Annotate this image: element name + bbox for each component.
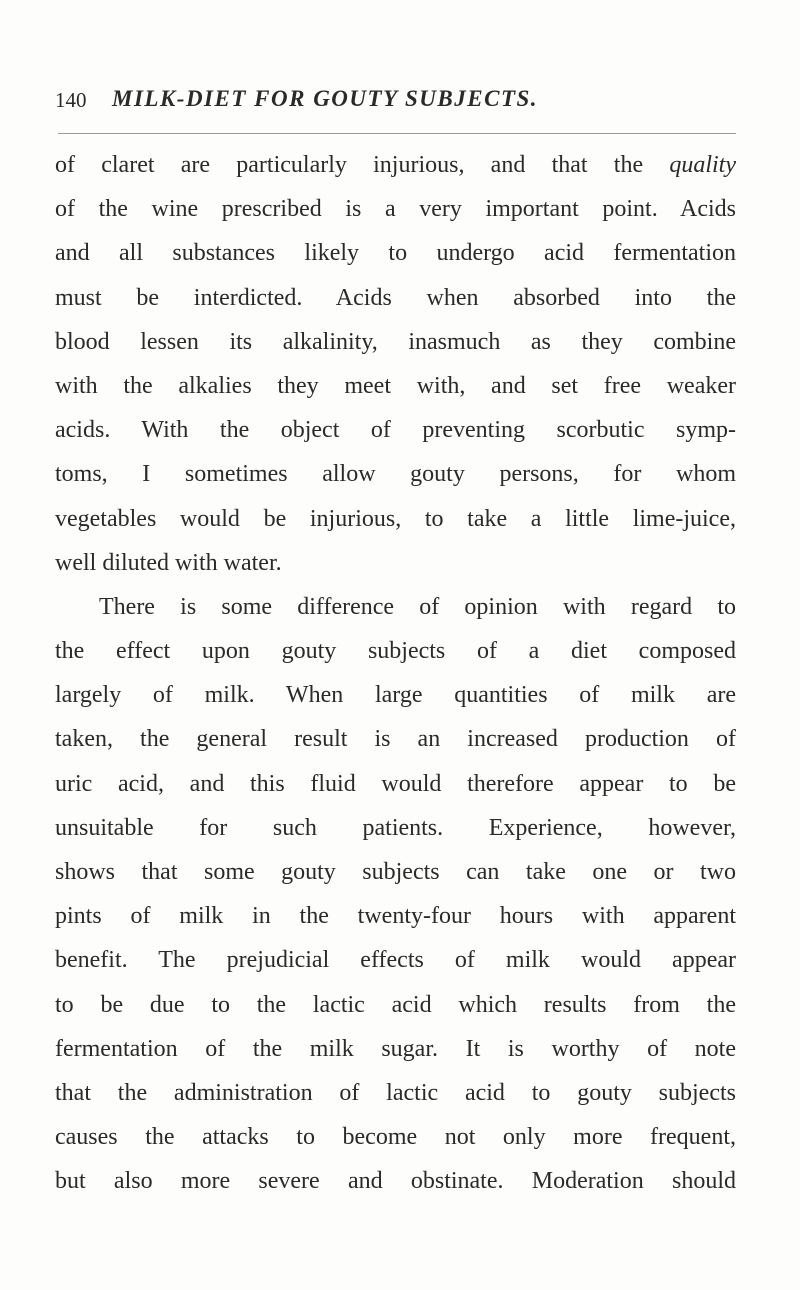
text-line: causes the attacks to become not only more frequent, <box>55 1124 736 1151</box>
text-line: and all substances likely to undergo acid fermentation <box>55 240 736 267</box>
text-line: acids. With the object of preventing scorbutic symp- <box>55 417 736 444</box>
text-line: unsuitable for such patients. Experience, however, <box>55 814 736 841</box>
text-line: fermentation of the milk sugar. It is worthy of note <box>55 1035 736 1062</box>
text-line: blood lessen its alkalinity, inasmuch as they combine <box>55 328 736 355</box>
text-line: but also more severe and obstinate. Moderation should <box>55 1168 736 1195</box>
text-line: largely of milk. When large quantities of milk are <box>55 682 736 709</box>
text-line: of the wine prescribed is a very important point. Acids <box>55 196 736 223</box>
page-header <box>55 86 735 116</box>
text-line: toms, I sometimes allow gouty persons, for whom <box>55 461 736 488</box>
text-line: pints of milk in the twenty-four hours with apparent <box>55 903 736 930</box>
text-line: must be interdicted. Acids when absorbed into the <box>55 284 736 311</box>
running-title: MILK-DIET FOR GOUTY SUBJECTS. <box>112 86 539 111</box>
text-line: shows that some gouty subjects can take one or two <box>55 859 736 885</box>
text-line: vegetables would be injurious, to take a little lime-juice, <box>55 505 736 532</box>
body-text <box>55 145 736 1206</box>
text-line: to be due to the lactic acid which results from the <box>55 991 736 1018</box>
text-line: taken, the general result is an increased production of <box>55 726 736 753</box>
text-line: uric acid, and this fluid would therefore appear to be <box>55 770 736 797</box>
text-line: well diluted with water. <box>55 549 282 576</box>
text-line: benefit. The prejudicial effects of milk would appear <box>55 947 736 974</box>
text-line: with the alkalies they meet with, and set free weaker <box>55 372 736 399</box>
text-line: There is some difference of opinion with regard to <box>99 593 736 620</box>
text-line: that the administration of lactic acid to gouty subjects <box>55 1079 736 1106</box>
header-rule <box>58 133 736 134</box>
text-line: of claret are particularly injurious, and that the quality <box>55 152 736 178</box>
page-number: 140 <box>55 88 87 112</box>
text-line: the effect upon gouty subjects of a diet composed <box>55 638 736 665</box>
italic-word: quality <box>669 152 736 178</box>
